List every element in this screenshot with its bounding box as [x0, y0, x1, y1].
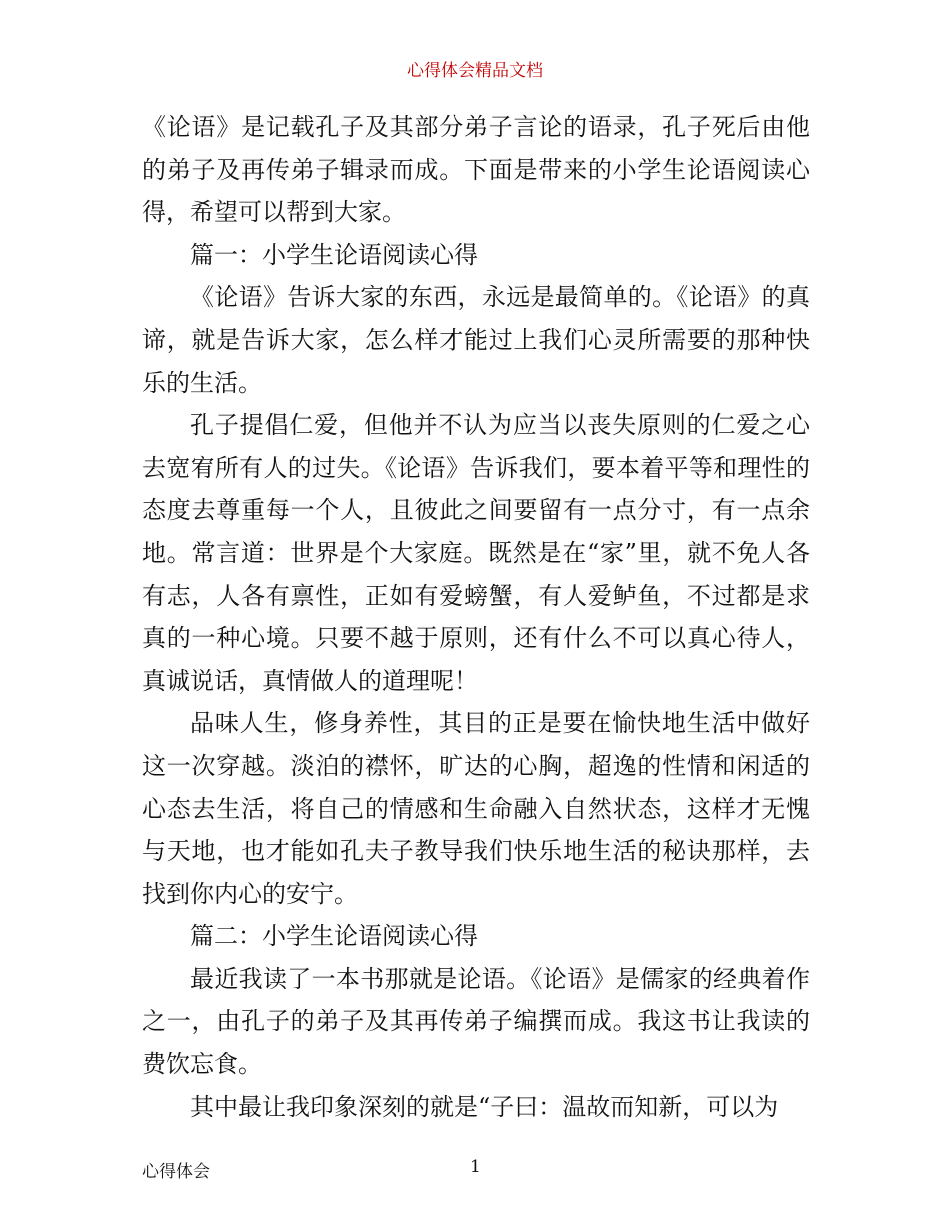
section-heading-1: 篇一：小学生论语阅读心得 [190, 240, 478, 269]
page-number: 1 [470, 1157, 481, 1177]
document-header-title: 心得体会精品文档 [407, 61, 543, 81]
paragraph: 品味人生，修身养性，其目的正是要在愉快地生活中做好这一次穿越。淡泊的襟怀，旷达的心胸，超逸的性情和闲适的心态去生活，将自己的情感和生命融入自然状态，这样才无愧与天地，也才能如孔夫子教导我们快乐地生活的秘诀那样，去找到你内心的安宁。 [142, 709, 810, 908]
paragraph: 最近我读了一本书那就是论语。《论语》是儒家的经典着作之一，由孔子的弟子及其再传弟子编撰而成。我这书让我读的费饮忘食。 [142, 964, 810, 1079]
paragraph: 《论语》告诉大家的东西，永远是最简单的。《论语》的真谛，就是告诉大家，怎么样才能过上我们心灵所需要的那种快乐的生活。 [142, 283, 810, 397]
paragraph: 孔子提倡仁爱，但他并不认为应当以丧失原则的仁爱之心去宽宥所有人的过失。《论语》告诉我们，要本着平等和理性的态度去尊重每一个人，且彼此之间要留有一点分寸，有一点余地。常言道：世界是个大家庭。既然是在“家”里，就不免人各有志，人各有禀性，正如有爱螃蟹，有人爱鲈鱼，不过都是求真的一种心境。只要不越于原则，还有什么不可以真心待人，真诚说话，真情做人的道理呢！ [142, 411, 810, 695]
section-heading-2: 篇二：小学生论语阅读心得 [190, 922, 478, 951]
document-body [142, 106, 810, 1128]
footer-label: 心得体会 [142, 1162, 210, 1182]
paragraph: 其中最让我印象深刻的就是“子曰：温故而知新，可以为 [190, 1092, 779, 1121]
paragraph-intro: 《论语》是记载孔子及其部分弟子言论的语录，孔子死后由他的弟子及再传弟子辑录而成。下面是带来的小学生论语阅读心得，希望可以帮到大家。 [142, 113, 810, 227]
